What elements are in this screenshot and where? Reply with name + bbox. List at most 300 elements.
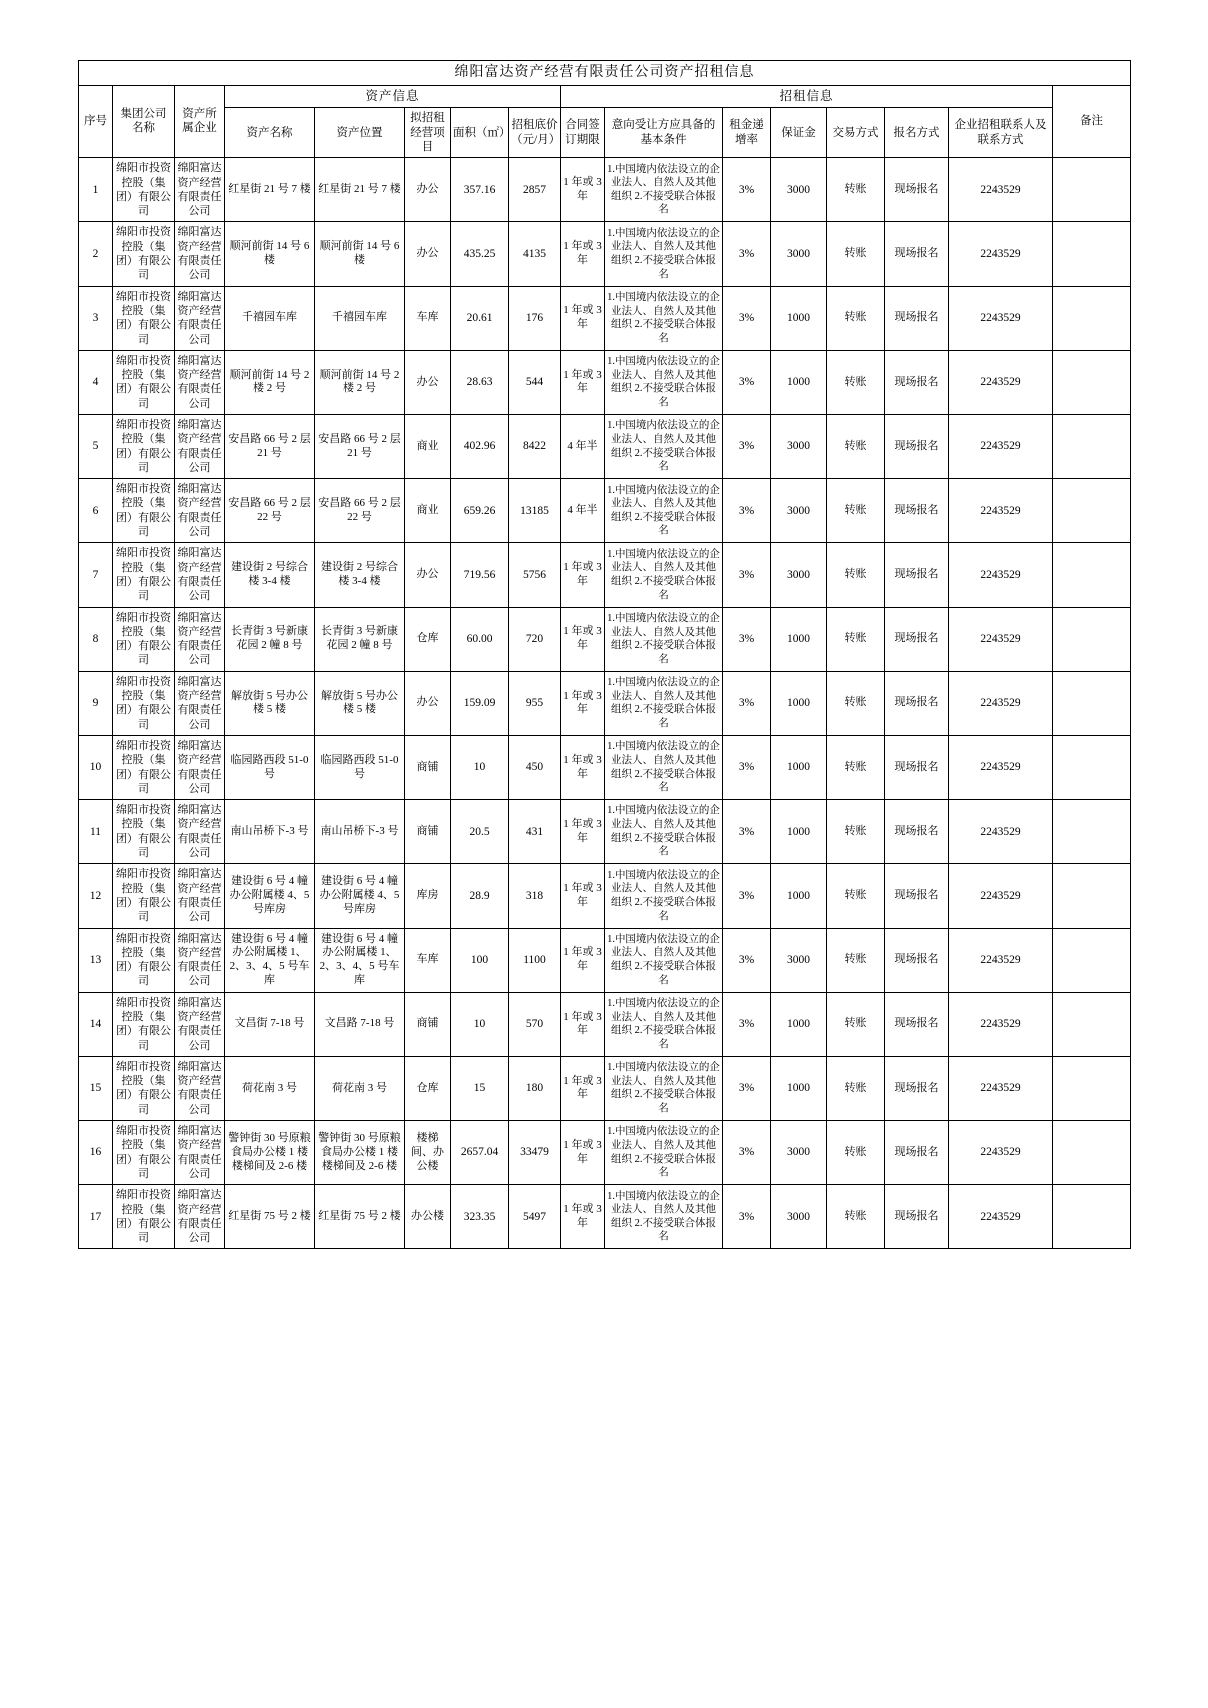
cell-asset-location: 顺河前街 14 号 2 楼 2 号 — [315, 350, 405, 414]
table-row — [79, 415, 1131, 479]
cell-floor-price: 8422 — [509, 415, 561, 479]
cell-group-company: 绵阳市投资控股（集团）有限公司 — [113, 158, 175, 222]
cell-contract-term: 1 年或 3 年 — [561, 800, 605, 864]
cell-remark — [1053, 158, 1131, 222]
table-row — [79, 1121, 1131, 1185]
table-row — [79, 928, 1131, 992]
cell-owner-enterprise: 绵阳富达资产经营有限责任公司 — [175, 671, 225, 735]
cell-contact: 2243529 — [949, 607, 1053, 671]
cell-business-project: 办公 — [405, 158, 451, 222]
cell-contact: 2243529 — [949, 222, 1053, 286]
cell-remark — [1053, 1185, 1131, 1249]
cell-area: 10 — [451, 992, 509, 1056]
cell-group-company: 绵阳市投资控股（集团）有限公司 — [113, 415, 175, 479]
cell-rent-increase: 3% — [723, 735, 771, 799]
cell-remark — [1053, 671, 1131, 735]
cell-contract-term: 4 年半 — [561, 479, 605, 543]
cell-trade-method: 转账 — [827, 350, 885, 414]
column-header-rent-increase: 租金递增率 — [723, 108, 771, 158]
cell-business-project: 库房 — [405, 864, 451, 928]
cell-area: 10 — [451, 735, 509, 799]
cell-remark — [1053, 350, 1131, 414]
cell-remark — [1053, 415, 1131, 479]
cell-area: 435.25 — [451, 222, 509, 286]
cell-seq: 12 — [79, 864, 113, 928]
group-header-asset-info: 资产信息 — [225, 85, 561, 108]
table-row — [79, 222, 1131, 286]
cell-signup-method: 现场报名 — [885, 415, 949, 479]
cell-area: 60.00 — [451, 607, 509, 671]
document-title: 绵阳富达资产经营有限责任公司资产招租信息 — [79, 61, 1131, 86]
cell-business-project: 商铺 — [405, 735, 451, 799]
cell-conditions: 1.中国境内依法设立的企业法人、自然人及其他组织 2.不接受联合体报名 — [605, 543, 723, 607]
cell-floor-price: 4135 — [509, 222, 561, 286]
cell-floor-price: 180 — [509, 1056, 561, 1120]
cell-asset-location: 文昌路 7-18 号 — [315, 992, 405, 1056]
cell-conditions: 1.中国境内依法设立的企业法人、自然人及其他组织 2.不接受联合体报名 — [605, 415, 723, 479]
cell-business-project: 车库 — [405, 928, 451, 992]
cell-area: 159.09 — [451, 671, 509, 735]
cell-floor-price: 955 — [509, 671, 561, 735]
column-header-area: 面积（㎡） — [451, 108, 509, 158]
cell-floor-price: 570 — [509, 992, 561, 1056]
cell-group-company: 绵阳市投资控股（集团）有限公司 — [113, 222, 175, 286]
cell-deposit: 1000 — [771, 800, 827, 864]
cell-conditions: 1.中国境内依法设立的企业法人、自然人及其他组织 2.不接受联合体报名 — [605, 864, 723, 928]
cell-group-company: 绵阳市投资控股（集团）有限公司 — [113, 350, 175, 414]
cell-contact: 2243529 — [949, 800, 1053, 864]
cell-seq: 11 — [79, 800, 113, 864]
cell-asset-name: 红星街 21 号 7 楼 — [225, 158, 315, 222]
cell-floor-price: 33479 — [509, 1121, 561, 1185]
cell-contact: 2243529 — [949, 543, 1053, 607]
cell-floor-price: 13185 — [509, 479, 561, 543]
table-row — [79, 864, 1131, 928]
cell-group-company: 绵阳市投资控股（集团）有限公司 — [113, 543, 175, 607]
cell-business-project: 楼梯间、办公楼 — [405, 1121, 451, 1185]
cell-rent-increase: 3% — [723, 350, 771, 414]
cell-business-project: 办公 — [405, 671, 451, 735]
cell-deposit: 1000 — [771, 607, 827, 671]
cell-signup-method: 现场报名 — [885, 350, 949, 414]
cell-trade-method: 转账 — [827, 735, 885, 799]
table-row — [79, 1185, 1131, 1249]
cell-asset-name: 警钟街 30 号原粮食局办公楼 1 楼楼梯间及 2-6 楼 — [225, 1121, 315, 1185]
table-row — [79, 671, 1131, 735]
cell-asset-location: 安昌路 66 号 2 层 21 号 — [315, 415, 405, 479]
cell-asset-name: 文昌街 7-18 号 — [225, 992, 315, 1056]
cell-group-company: 绵阳市投资控股（集团）有限公司 — [113, 864, 175, 928]
asset-lease-table — [78, 60, 1131, 1249]
cell-rent-increase: 3% — [723, 928, 771, 992]
cell-group-company: 绵阳市投资控股（集团）有限公司 — [113, 1121, 175, 1185]
cell-asset-name: 红星街 75 号 2 楼 — [225, 1185, 315, 1249]
cell-owner-enterprise: 绵阳富达资产经营有限责任公司 — [175, 864, 225, 928]
cell-seq: 5 — [79, 415, 113, 479]
cell-deposit: 3000 — [771, 928, 827, 992]
cell-rent-increase: 3% — [723, 800, 771, 864]
cell-owner-enterprise: 绵阳富达资产经营有限责任公司 — [175, 158, 225, 222]
cell-business-project: 商铺 — [405, 800, 451, 864]
cell-conditions: 1.中国境内依法设立的企业法人、自然人及其他组织 2.不接受联合体报名 — [605, 1185, 723, 1249]
cell-signup-method: 现场报名 — [885, 1121, 949, 1185]
cell-owner-enterprise: 绵阳富达资产经营有限责任公司 — [175, 928, 225, 992]
cell-group-company: 绵阳市投资控股（集团）有限公司 — [113, 992, 175, 1056]
cell-area: 28.63 — [451, 350, 509, 414]
cell-trade-method: 转账 — [827, 1056, 885, 1120]
cell-asset-name: 建设街 2 号综合楼 3-4 楼 — [225, 543, 315, 607]
cell-rent-increase: 3% — [723, 479, 771, 543]
cell-seq: 1 — [79, 158, 113, 222]
column-header-floor-price: 招租底价（元/月） — [509, 108, 561, 158]
cell-trade-method: 转账 — [827, 607, 885, 671]
cell-floor-price: 431 — [509, 800, 561, 864]
cell-seq: 7 — [79, 543, 113, 607]
cell-floor-price: 1100 — [509, 928, 561, 992]
column-header-asset-location: 资产位置 — [315, 108, 405, 158]
cell-owner-enterprise: 绵阳富达资产经营有限责任公司 — [175, 1056, 225, 1120]
cell-trade-method: 转账 — [827, 1121, 885, 1185]
cell-seq: 14 — [79, 992, 113, 1056]
cell-rent-increase: 3% — [723, 1056, 771, 1120]
table-row — [79, 1056, 1131, 1120]
table-row — [79, 543, 1131, 607]
cell-signup-method: 现场报名 — [885, 800, 949, 864]
cell-contact: 2243529 — [949, 864, 1053, 928]
cell-group-company: 绵阳市投资控股（集团）有限公司 — [113, 607, 175, 671]
cell-asset-location: 荷花南 3 号 — [315, 1056, 405, 1120]
group-header-lease-info: 招租信息 — [561, 85, 1053, 108]
cell-floor-price: 450 — [509, 735, 561, 799]
cell-remark — [1053, 864, 1131, 928]
cell-deposit: 3000 — [771, 415, 827, 479]
cell-asset-location: 建设街 6 号 4 幢办公附属楼 1、2、3、4、5 号车库 — [315, 928, 405, 992]
cell-remark — [1053, 1121, 1131, 1185]
cell-trade-method: 转账 — [827, 671, 885, 735]
table-row — [79, 350, 1131, 414]
table-row — [79, 607, 1131, 671]
cell-deposit: 1000 — [771, 992, 827, 1056]
cell-contact: 2243529 — [949, 479, 1053, 543]
cell-asset-name: 临园路西段 51-0 号 — [225, 735, 315, 799]
cell-signup-method: 现场报名 — [885, 607, 949, 671]
cell-business-project: 仓库 — [405, 1056, 451, 1120]
cell-trade-method: 转账 — [827, 928, 885, 992]
cell-rent-increase: 3% — [723, 543, 771, 607]
cell-asset-location: 红星街 21 号 7 楼 — [315, 158, 405, 222]
cell-signup-method: 现场报名 — [885, 222, 949, 286]
table-row — [79, 735, 1131, 799]
cell-remark — [1053, 286, 1131, 350]
cell-deposit: 1000 — [771, 350, 827, 414]
cell-trade-method: 转账 — [827, 992, 885, 1056]
cell-asset-name: 顺河前街 14 号 6 楼 — [225, 222, 315, 286]
cell-remark — [1053, 800, 1131, 864]
cell-owner-enterprise: 绵阳富达资产经营有限责任公司 — [175, 286, 225, 350]
cell-seq: 9 — [79, 671, 113, 735]
cell-business-project: 办公 — [405, 543, 451, 607]
cell-contact: 2243529 — [949, 286, 1053, 350]
cell-owner-enterprise: 绵阳富达资产经营有限责任公司 — [175, 735, 225, 799]
cell-floor-price: 544 — [509, 350, 561, 414]
cell-rent-increase: 3% — [723, 671, 771, 735]
cell-asset-location: 建设街 2 号综合楼 3-4 楼 — [315, 543, 405, 607]
cell-floor-price: 5756 — [509, 543, 561, 607]
cell-signup-method: 现场报名 — [885, 928, 949, 992]
cell-conditions: 1.中国境内依法设立的企业法人、自然人及其他组织 2.不接受联合体报名 — [605, 800, 723, 864]
cell-conditions: 1.中国境内依法设立的企业法人、自然人及其他组织 2.不接受联合体报名 — [605, 286, 723, 350]
column-header-remark: 备注 — [1053, 85, 1131, 158]
cell-remark — [1053, 607, 1131, 671]
column-header-group-company: 集团公司名称 — [113, 85, 175, 158]
column-header-contact: 企业招租联系人及联系方式 — [949, 108, 1053, 158]
cell-business-project: 仓库 — [405, 607, 451, 671]
cell-floor-price: 318 — [509, 864, 561, 928]
cell-conditions: 1.中国境内依法设立的企业法人、自然人及其他组织 2.不接受联合体报名 — [605, 479, 723, 543]
cell-asset-location: 长青街 3 号新康花园 2 幢 8 号 — [315, 607, 405, 671]
cell-group-company: 绵阳市投资控股（集团）有限公司 — [113, 286, 175, 350]
cell-trade-method: 转账 — [827, 1185, 885, 1249]
cell-deposit: 3000 — [771, 1185, 827, 1249]
cell-deposit: 3000 — [771, 479, 827, 543]
table-body — [79, 158, 1131, 1249]
column-header-asset-name: 资产名称 — [225, 108, 315, 158]
cell-area: 20.61 — [451, 286, 509, 350]
cell-signup-method: 现场报名 — [885, 992, 949, 1056]
cell-contract-term: 1 年或 3 年 — [561, 543, 605, 607]
cell-deposit: 1000 — [771, 864, 827, 928]
cell-seq: 15 — [79, 1056, 113, 1120]
cell-business-project: 办公 — [405, 222, 451, 286]
cell-asset-location: 警钟街 30 号原粮食局办公楼 1 楼楼梯间及 2-6 楼 — [315, 1121, 405, 1185]
cell-owner-enterprise: 绵阳富达资产经营有限责任公司 — [175, 415, 225, 479]
cell-deposit: 3000 — [771, 158, 827, 222]
cell-group-company: 绵阳市投资控股（集团）有限公司 — [113, 671, 175, 735]
cell-contact: 2243529 — [949, 671, 1053, 735]
cell-signup-method: 现场报名 — [885, 158, 949, 222]
cell-contact: 2243529 — [949, 1121, 1053, 1185]
table-title-row — [79, 61, 1131, 86]
cell-rent-increase: 3% — [723, 607, 771, 671]
table-row — [79, 479, 1131, 543]
cell-contract-term: 1 年或 3 年 — [561, 607, 605, 671]
cell-owner-enterprise: 绵阳富达资产经营有限责任公司 — [175, 607, 225, 671]
cell-signup-method: 现场报名 — [885, 286, 949, 350]
cell-business-project: 商业 — [405, 479, 451, 543]
cell-area: 323.35 — [451, 1185, 509, 1249]
cell-area: 402.96 — [451, 415, 509, 479]
cell-asset-name: 南山吊桥下-3 号 — [225, 800, 315, 864]
cell-conditions: 1.中国境内依法设立的企业法人、自然人及其他组织 2.不接受联合体报名 — [605, 158, 723, 222]
cell-seq: 17 — [79, 1185, 113, 1249]
column-header-seq: 序号 — [79, 85, 113, 158]
cell-group-company: 绵阳市投资控股（集团）有限公司 — [113, 735, 175, 799]
cell-conditions: 1.中国境内依法设立的企业法人、自然人及其他组织 2.不接受联合体报名 — [605, 735, 723, 799]
cell-area: 719.56 — [451, 543, 509, 607]
cell-owner-enterprise: 绵阳富达资产经营有限责任公司 — [175, 543, 225, 607]
cell-contract-term: 1 年或 3 年 — [561, 350, 605, 414]
cell-conditions: 1.中国境内依法设立的企业法人、自然人及其他组织 2.不接受联合体报名 — [605, 992, 723, 1056]
cell-signup-method: 现场报名 — [885, 864, 949, 928]
cell-trade-method: 转账 — [827, 286, 885, 350]
cell-contract-term: 1 年或 3 年 — [561, 864, 605, 928]
cell-asset-location: 解放街 5 号办公楼 5 楼 — [315, 671, 405, 735]
cell-seq: 13 — [79, 928, 113, 992]
cell-area: 659.26 — [451, 479, 509, 543]
cell-conditions: 1.中国境内依法设立的企业法人、自然人及其他组织 2.不接受联合体报名 — [605, 222, 723, 286]
cell-asset-name: 荷花南 3 号 — [225, 1056, 315, 1120]
cell-asset-name: 解放街 5 号办公楼 5 楼 — [225, 671, 315, 735]
cell-owner-enterprise: 绵阳富达资产经营有限责任公司 — [175, 992, 225, 1056]
cell-owner-enterprise: 绵阳富达资产经营有限责任公司 — [175, 1185, 225, 1249]
cell-area: 20.5 — [451, 800, 509, 864]
column-header-deposit: 保证金 — [771, 108, 827, 158]
cell-remark — [1053, 1056, 1131, 1120]
cell-seq: 3 — [79, 286, 113, 350]
cell-trade-method: 转账 — [827, 222, 885, 286]
cell-contract-term: 1 年或 3 年 — [561, 735, 605, 799]
cell-contract-term: 1 年或 3 年 — [561, 671, 605, 735]
cell-deposit: 1000 — [771, 1056, 827, 1120]
cell-contract-term: 1 年或 3 年 — [561, 158, 605, 222]
cell-asset-location: 建设街 6 号 4 幢办公附属楼 4、5 号库房 — [315, 864, 405, 928]
cell-conditions: 1.中国境内依法设立的企业法人、自然人及其他组织 2.不接受联合体报名 — [605, 1121, 723, 1185]
cell-rent-increase: 3% — [723, 864, 771, 928]
column-header-row — [79, 108, 1131, 158]
cell-asset-location: 红星街 75 号 2 楼 — [315, 1185, 405, 1249]
cell-group-company: 绵阳市投资控股（集团）有限公司 — [113, 1056, 175, 1120]
cell-area: 15 — [451, 1056, 509, 1120]
cell-deposit: 3000 — [771, 543, 827, 607]
table-row — [79, 800, 1131, 864]
cell-asset-location: 千禧园车库 — [315, 286, 405, 350]
cell-asset-location: 安昌路 66 号 2 层 22 号 — [315, 479, 405, 543]
cell-area: 357.16 — [451, 158, 509, 222]
column-header-conditions: 意向受让方应具备的基本条件 — [605, 108, 723, 158]
cell-rent-increase: 3% — [723, 415, 771, 479]
cell-asset-name: 顺河前街 14 号 2 楼 2 号 — [225, 350, 315, 414]
cell-asset-name: 千禧园车库 — [225, 286, 315, 350]
cell-asset-name: 长青街 3 号新康花园 2 幢 8 号 — [225, 607, 315, 671]
cell-trade-method: 转账 — [827, 479, 885, 543]
cell-contact: 2243529 — [949, 1056, 1053, 1120]
cell-remark — [1053, 543, 1131, 607]
cell-asset-name: 建设街 6 号 4 幢办公附属楼 4、5 号库房 — [225, 864, 315, 928]
cell-conditions: 1.中国境内依法设立的企业法人、自然人及其他组织 2.不接受联合体报名 — [605, 1056, 723, 1120]
cell-deposit: 3000 — [771, 1121, 827, 1185]
cell-contact: 2243529 — [949, 1185, 1053, 1249]
cell-remark — [1053, 479, 1131, 543]
cell-floor-price: 176 — [509, 286, 561, 350]
cell-trade-method: 转账 — [827, 864, 885, 928]
cell-asset-name: 建设街 6 号 4 幢办公附属楼 1、2、3、4、5 号车库 — [225, 928, 315, 992]
cell-rent-increase: 3% — [723, 1185, 771, 1249]
cell-asset-name: 安昌路 66 号 2 层 22 号 — [225, 479, 315, 543]
column-header-trade-method: 交易方式 — [827, 108, 885, 158]
cell-seq: 4 — [79, 350, 113, 414]
cell-asset-location: 临园路西段 51-0 号 — [315, 735, 405, 799]
cell-trade-method: 转账 — [827, 158, 885, 222]
cell-business-project: 商业 — [405, 415, 451, 479]
cell-deposit: 1000 — [771, 735, 827, 799]
cell-owner-enterprise: 绵阳富达资产经营有限责任公司 — [175, 800, 225, 864]
column-header-business-project: 拟招租经营项目 — [405, 108, 451, 158]
cell-trade-method: 转账 — [827, 415, 885, 479]
cell-deposit: 3000 — [771, 222, 827, 286]
cell-asset-name: 安昌路 66 号 2 层 21 号 — [225, 415, 315, 479]
cell-signup-method: 现场报名 — [885, 1185, 949, 1249]
cell-rent-increase: 3% — [723, 992, 771, 1056]
table-row — [79, 992, 1131, 1056]
cell-conditions: 1.中国境内依法设立的企业法人、自然人及其他组织 2.不接受联合体报名 — [605, 928, 723, 992]
cell-contact: 2243529 — [949, 735, 1053, 799]
cell-signup-method: 现场报名 — [885, 735, 949, 799]
cell-contact: 2243529 — [949, 992, 1053, 1056]
cell-rent-increase: 3% — [723, 286, 771, 350]
cell-deposit: 1000 — [771, 286, 827, 350]
cell-contract-term: 4 年半 — [561, 415, 605, 479]
cell-conditions: 1.中国境内依法设立的企业法人、自然人及其他组织 2.不接受联合体报名 — [605, 607, 723, 671]
cell-floor-price: 2857 — [509, 158, 561, 222]
cell-contract-term: 1 年或 3 年 — [561, 1056, 605, 1120]
cell-remark — [1053, 735, 1131, 799]
cell-contact: 2243529 — [949, 158, 1053, 222]
cell-remark — [1053, 992, 1131, 1056]
cell-signup-method: 现场报名 — [885, 479, 949, 543]
cell-contract-term: 1 年或 3 年 — [561, 286, 605, 350]
cell-area: 100 — [451, 928, 509, 992]
cell-signup-method: 现场报名 — [885, 543, 949, 607]
cell-asset-location: 顺河前街 14 号 6 楼 — [315, 222, 405, 286]
cell-seq: 10 — [79, 735, 113, 799]
group-header-row — [79, 85, 1131, 108]
cell-business-project: 商铺 — [405, 992, 451, 1056]
cell-deposit: 1000 — [771, 671, 827, 735]
cell-contract-term: 1 年或 3 年 — [561, 992, 605, 1056]
column-header-signup-method: 报名方式 — [885, 108, 949, 158]
cell-contact: 2243529 — [949, 415, 1053, 479]
cell-floor-price: 5497 — [509, 1185, 561, 1249]
cell-remark — [1053, 928, 1131, 992]
cell-floor-price: 720 — [509, 607, 561, 671]
cell-trade-method: 转账 — [827, 543, 885, 607]
cell-business-project: 车库 — [405, 286, 451, 350]
cell-rent-increase: 3% — [723, 158, 771, 222]
cell-conditions: 1.中国境内依法设立的企业法人、自然人及其他组织 2.不接受联合体报名 — [605, 671, 723, 735]
cell-area: 28.9 — [451, 864, 509, 928]
table-row — [79, 286, 1131, 350]
cell-seq: 6 — [79, 479, 113, 543]
cell-conditions: 1.中国境内依法设立的企业法人、自然人及其他组织 2.不接受联合体报名 — [605, 350, 723, 414]
cell-contract-term: 1 年或 3 年 — [561, 928, 605, 992]
cell-group-company: 绵阳市投资控股（集团）有限公司 — [113, 928, 175, 992]
cell-contact: 2243529 — [949, 350, 1053, 414]
cell-seq: 16 — [79, 1121, 113, 1185]
cell-asset-location: 南山吊桥下-3 号 — [315, 800, 405, 864]
cell-rent-increase: 3% — [723, 222, 771, 286]
column-header-owner-enterprise: 资产所属企业 — [175, 85, 225, 158]
cell-business-project: 办公 — [405, 350, 451, 414]
cell-signup-method: 现场报名 — [885, 671, 949, 735]
cell-contract-term: 1 年或 3 年 — [561, 1121, 605, 1185]
cell-group-company: 绵阳市投资控股（集团）有限公司 — [113, 479, 175, 543]
cell-contract-term: 1 年或 3 年 — [561, 222, 605, 286]
cell-owner-enterprise: 绵阳富达资产经营有限责任公司 — [175, 222, 225, 286]
cell-contract-term: 1 年或 3 年 — [561, 1185, 605, 1249]
cell-contact: 2243529 — [949, 928, 1053, 992]
cell-seq: 8 — [79, 607, 113, 671]
cell-area: 2657.04 — [451, 1121, 509, 1185]
